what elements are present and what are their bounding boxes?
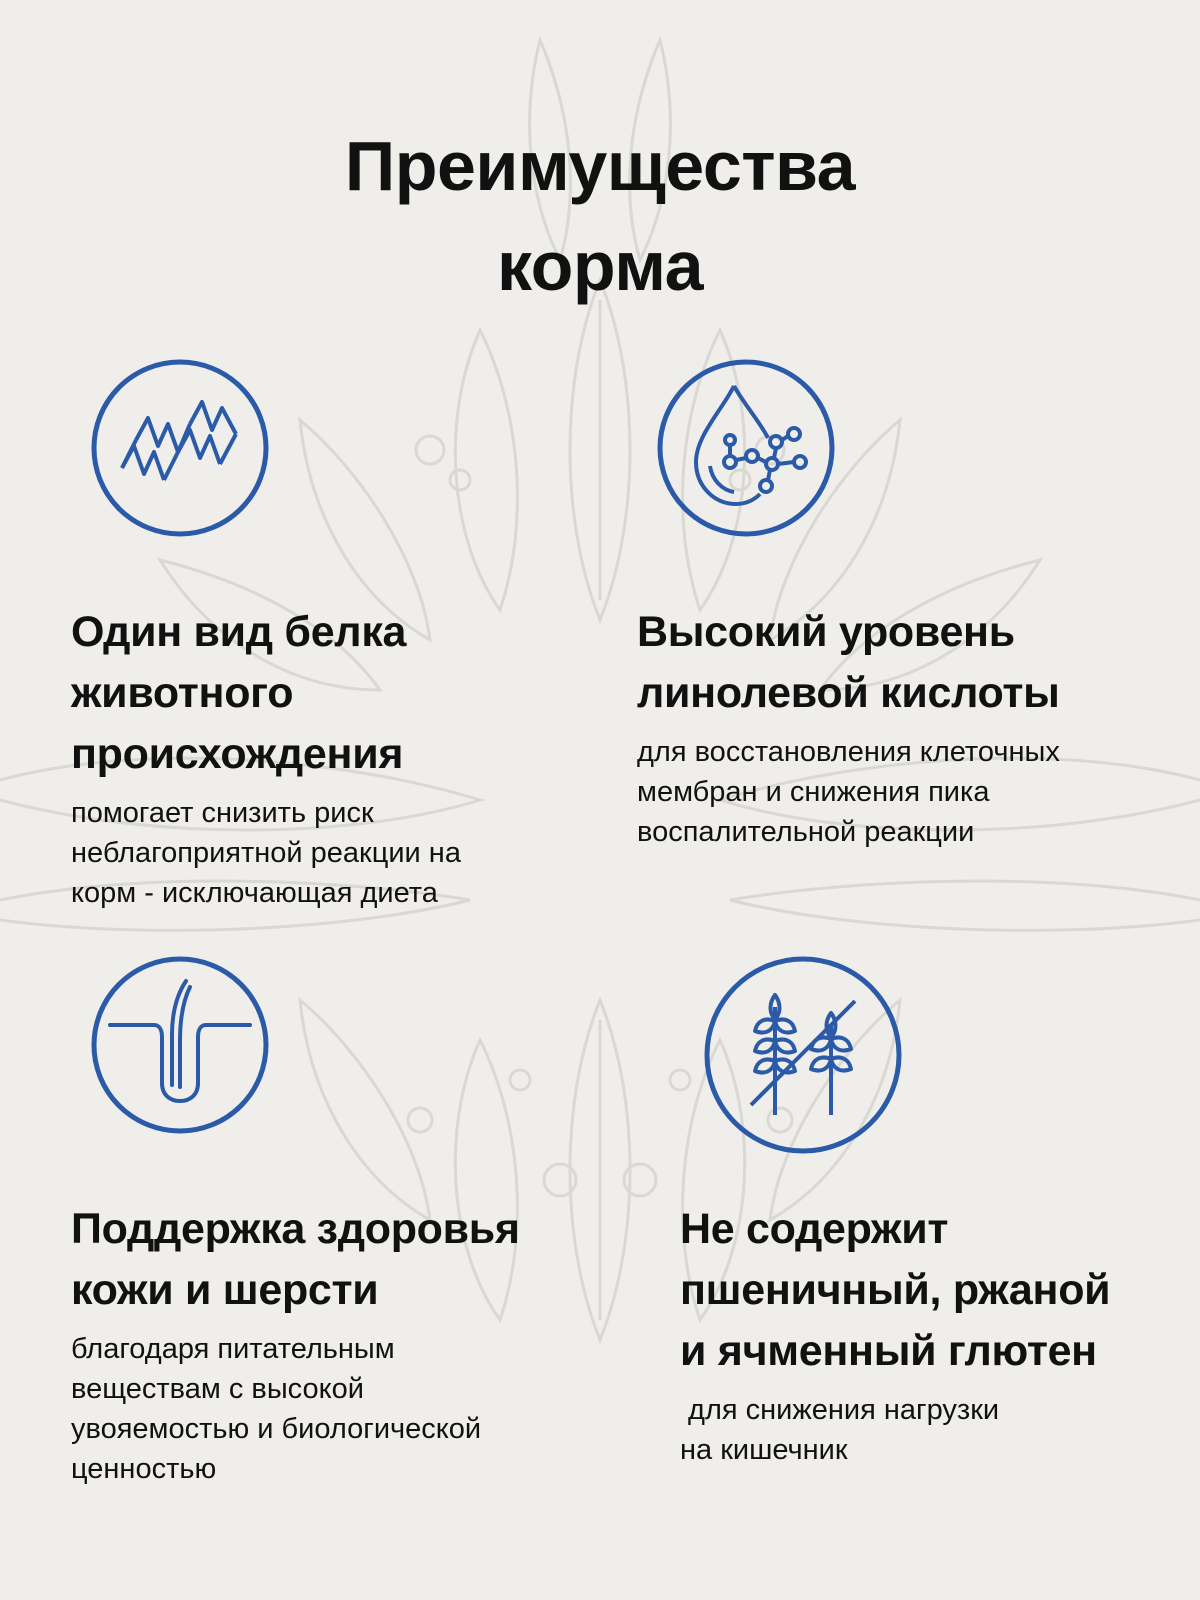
feature-desc-line: для восстановления клеточных xyxy=(637,736,1060,768)
feature-title-line: животного xyxy=(71,669,294,717)
feature-desc-line: на кишечник xyxy=(680,1434,848,1466)
page-title-line-1: Преимущества xyxy=(344,127,856,205)
feature-skin-coat-description xyxy=(71,1329,481,1489)
feature-desc-line: веществам с высокой xyxy=(71,1373,364,1405)
feature-title-line: пшеничный, ржаной xyxy=(680,1266,1111,1314)
page-title-line-2: корма xyxy=(497,227,703,305)
feature-skin-coat-title xyxy=(71,1199,520,1321)
feature-protein-description xyxy=(71,793,461,913)
feature-linoleic-title xyxy=(637,602,1060,724)
hair-follicle-icon xyxy=(90,955,270,1135)
feature-title-line: происхождения xyxy=(71,730,404,778)
feature-gluten-free-description xyxy=(680,1390,999,1470)
feature-title-line: кожи и шерсти xyxy=(71,1266,379,1314)
feature-title-line: Высокий уровень xyxy=(637,608,1015,656)
dna-icon xyxy=(90,358,270,538)
feature-desc-line: воспалительной реакции xyxy=(637,816,975,848)
gluten-free-icon xyxy=(703,955,903,1155)
feature-desc-line: благодаря питательным xyxy=(71,1333,395,1365)
feature-title-line: Поддержка здоровья xyxy=(71,1205,520,1253)
feature-gluten-free-title xyxy=(680,1199,1110,1382)
feature-desc-line: мембран и снижения пика xyxy=(637,776,990,808)
feature-title-line: и ячменный глютен xyxy=(680,1327,1097,1375)
feature-title-line: Один вид белка xyxy=(71,608,407,656)
feature-desc-line: увояемостью и биологической xyxy=(71,1413,482,1445)
feature-protein-title xyxy=(71,602,406,785)
feature-desc-line: неблагоприятной реакции на xyxy=(71,837,461,869)
page-title xyxy=(0,116,1200,316)
feature-desc-line: ценностью xyxy=(71,1453,217,1485)
feature-title-line: линолевой кислоты xyxy=(637,669,1060,717)
feature-desc-line: помогает снизить риск xyxy=(71,797,374,829)
feature-desc-line: корм - исключающая диета xyxy=(71,877,438,909)
drop-molecule-icon xyxy=(656,358,836,538)
feature-linoleic-description xyxy=(637,732,1060,852)
feature-title-line: Не содержит xyxy=(680,1205,949,1253)
feature-desc-line: для снижения нагрузки xyxy=(680,1394,1000,1426)
